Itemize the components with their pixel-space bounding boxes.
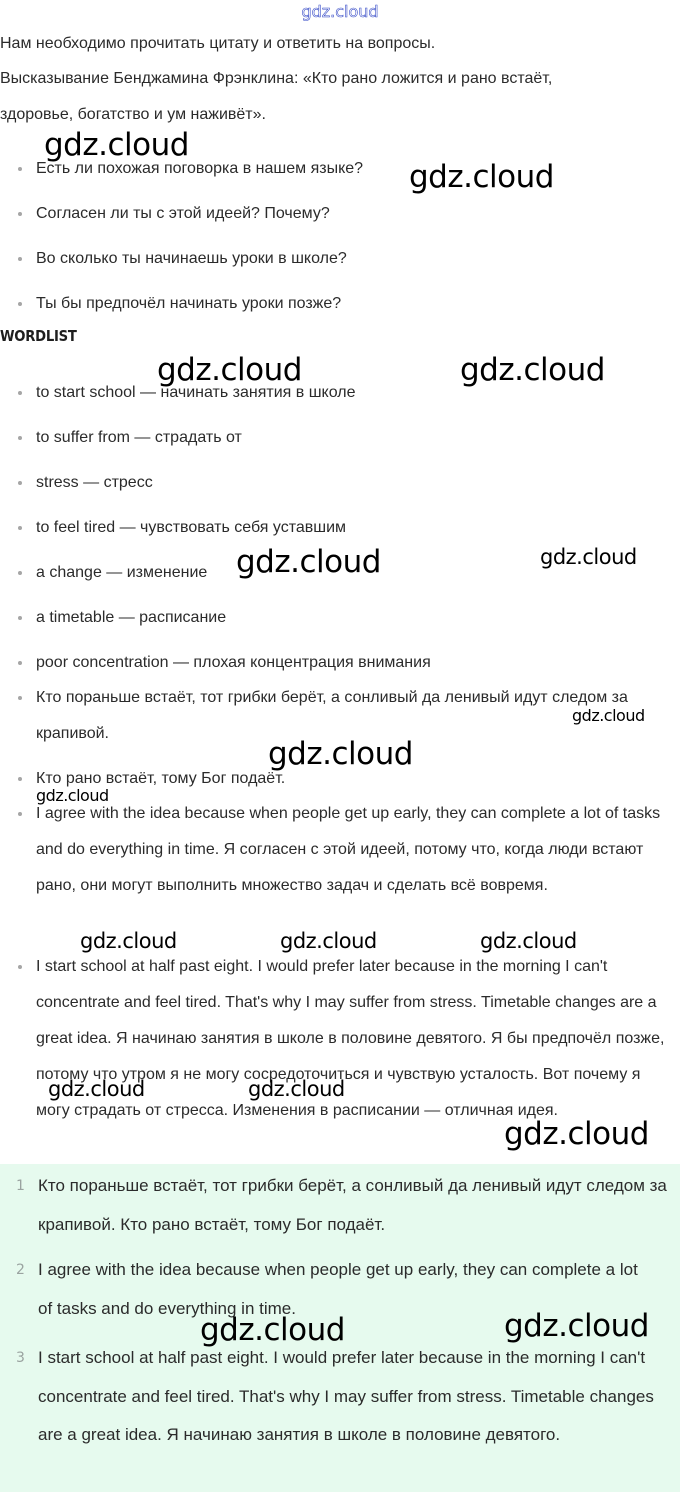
watermark-text: gdz.cloud xyxy=(540,545,637,569)
question-item: Во сколько ты начинаешь уроки в школе? xyxy=(36,241,676,277)
watermark-text: gdz.cloud xyxy=(409,159,554,195)
wordlist-heading: WORDLIST xyxy=(0,327,77,345)
answer-text: I start school at half past eight. I would prefer later because in the morning I can't concentrate and feel tired. That's why I may suffer from stress. Timetable changes are a great idea. Я начинаю занятия в школе в половине девятого. xyxy=(38,1348,654,1444)
intro-line-1: Нам необходимо прочитать цитату и ответить на вопросы. xyxy=(0,35,436,52)
question-item: Есть ли похожая поговорка в нашем языке? xyxy=(36,151,676,187)
wordlist-item: stress — стресс xyxy=(36,465,676,501)
site-watermark-top: gdz.cloud xyxy=(301,2,379,21)
wordlist-item: to suffer from — страдать от xyxy=(36,420,676,456)
final-answer-3 xyxy=(16,1339,678,1455)
watermark-text: gdz.cloud xyxy=(157,352,302,388)
watermark-text: gdz.cloud xyxy=(480,929,577,953)
question-item: Ты бы предпочёл начинать уроки позже? xyxy=(36,286,676,322)
intro-line-2: Высказывание Бенджамина Фрэнклина: «Кто рано ложится и рано встаёт, xyxy=(0,70,553,87)
watermark-text: gdz.cloud xyxy=(48,1077,145,1101)
answer-number: 2 xyxy=(16,1262,25,1278)
watermark-text: gdz.cloud xyxy=(504,1116,649,1152)
answer-bullet: I agree with the idea because when people get up early, they can complete a lot of tasks and do everything in time. Я согласен с этой идеей, потому что, когда люди встают рано, они могут выполнить множество задач и сделать всё вовремя. xyxy=(36,796,678,904)
answer-bullet: Кто пораньше встаёт, тот грибки берёт, а сонливый да ленивый идут следом за крапивой. xyxy=(36,680,648,752)
watermark-text: gdz.cloud xyxy=(460,352,605,388)
answer-text: Кто пораньше встаёт, тот грибки берёт, а сонливый да ленивый идут следом за крапивой. Кто рано встаёт, тому Бог подаёт. xyxy=(38,1176,667,1234)
answer-number: 1 xyxy=(16,1178,25,1194)
wordlist-item: a timetable — расписание xyxy=(36,600,676,636)
watermark-text: gdz.cloud xyxy=(200,1312,345,1348)
intro-line-3: здоровье, богатство и ум наживёт». xyxy=(0,106,266,123)
answer-text: I agree with the idea because when people get up early, they can complete a lot of tasks and do everything in time. xyxy=(38,1260,638,1318)
answer-bullet: I start school at half past eight. I would prefer later because in the morning I can't concentrate and feel tired. That's why I may suffer from stress. Timetable changes are a great idea. Я начинаю занятия в школе в половине девятого. Я бы предпочёл позже, потому что утром я не могу сосредоточиться и чувствую усталость. Вот почему я могу страдать от стресса. Изменения в расписании — отличная идея. xyxy=(36,949,670,1129)
answer-number: 3 xyxy=(16,1350,25,1366)
watermark-text: gdz.cloud xyxy=(80,929,177,953)
watermark-text: gdz.cloud xyxy=(44,127,189,163)
answer-bullet: Кто рано встаёт, тому Бог подаёт. xyxy=(36,761,676,797)
final-answer-1 xyxy=(16,1167,668,1244)
wordlist-item: to feel tired — чувствовать себя уставшим xyxy=(36,510,676,546)
wordlist-item: a change — изменение xyxy=(36,555,676,591)
watermark-text: gdz.cloud xyxy=(36,786,109,805)
watermark-text: gdz.cloud xyxy=(280,929,377,953)
watermark-text: gdz.cloud xyxy=(268,736,413,772)
watermark-text: gdz.cloud xyxy=(572,706,645,725)
watermark-text: gdz.cloud xyxy=(236,544,381,580)
watermark-text: gdz.cloud xyxy=(248,1077,345,1101)
question-item: Согласен ли ты с этой идеей? Почему? xyxy=(36,196,676,232)
wordlist-item: to start school — начинать занятия в школе xyxy=(36,375,676,411)
wordlist-item: poor concentration — плохая концентрация внимания xyxy=(36,645,676,681)
watermark-text: gdz.cloud xyxy=(504,1308,649,1344)
